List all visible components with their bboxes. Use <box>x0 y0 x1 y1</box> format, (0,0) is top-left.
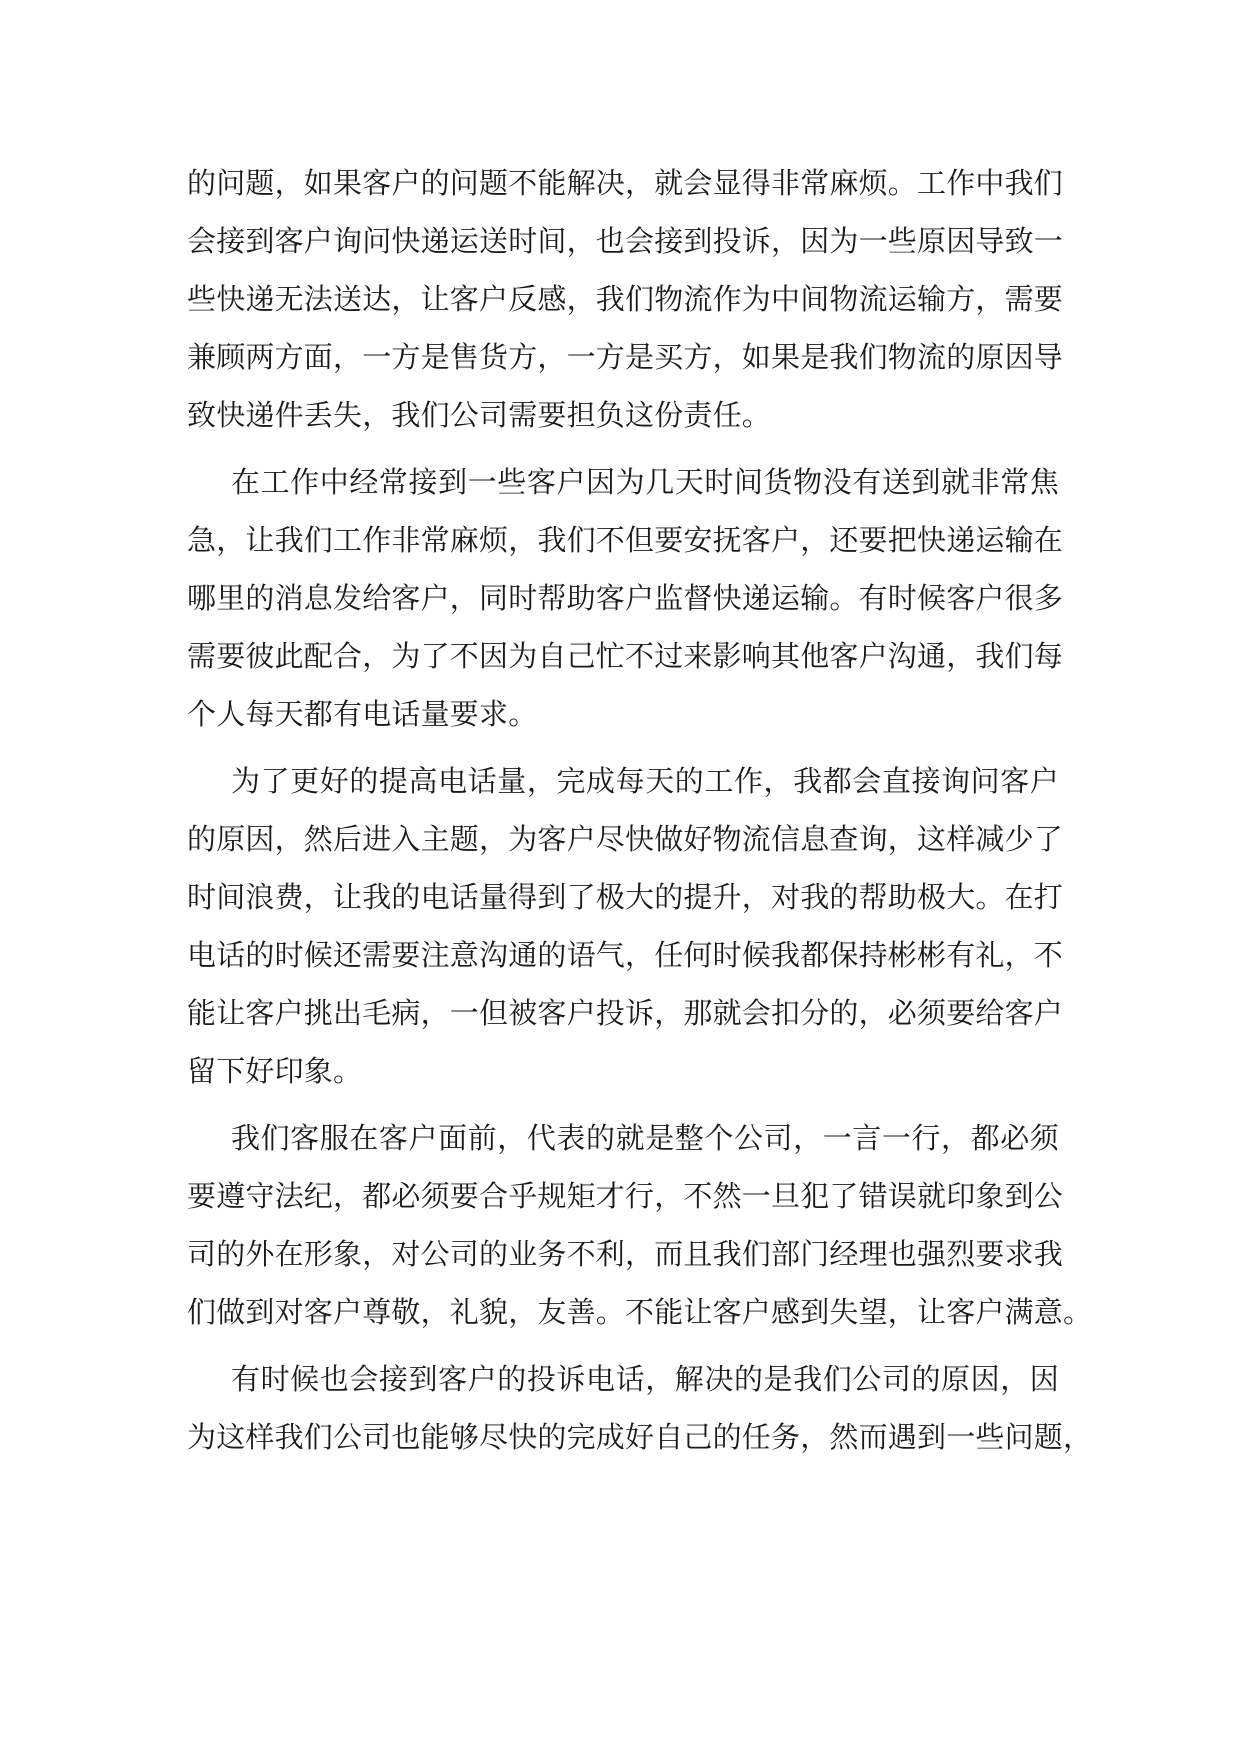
paragraph-2-line-2: 急，让我们工作非常麻烦，我们不但要安抚客户，还要把快递运输在 <box>187 523 1064 557</box>
paragraph-4-line-4: 们做到对客户尊敬，礼貌，友善。不能让客户感到失望，让客户满意。 <box>187 1295 1093 1329</box>
paragraph-3-line-3: 时间浪费，让我的电话量得到了极大的提升，对我的帮助极大。在打 <box>187 880 1064 914</box>
paragraph-3-line-2: 的原因，然后进入主题，为客户尽快做好物流信息查询，这样减少了 <box>187 822 1064 856</box>
paragraph-1-line-4: 兼顾两方面，一方是售货方，一方是买方，如果是我们物流的原因导 <box>187 340 1064 374</box>
paragraph-4-line-3: 司的外在形象，对公司的业务不利，而且我们部门经理也强烈要求我 <box>187 1237 1064 1271</box>
paragraph-4-line-1: 我们客服在客户面前，代表的就是整个公司，一言一行，都必须 <box>231 1121 1059 1155</box>
paragraph-4-line-2: 要遵守法纪，都必须要合乎规矩才行，不然一旦犯了错误就印象到公 <box>187 1179 1064 1213</box>
paragraph-1-line-5: 致快递件丢失，我们公司需要担负这份责任。 <box>187 398 772 432</box>
paragraph-3-line-6: 留下好印象。 <box>187 1054 363 1088</box>
paragraph-5-line-2: 为这样我们公司也能够尽快的完成好自己的任务，然而遇到一些问题， <box>187 1420 1093 1454</box>
paragraph-2-line-1: 在工作中经常接到一些客户因为几天时间货物没有送到就非常焦 <box>231 465 1059 499</box>
paragraph-3-line-1: 为了更好的提高电话量，完成每天的工作，我都会直接询问客户 <box>231 764 1059 798</box>
paragraph-1-line-3: 些快递无法送达，让客户反感，我们物流作为中间物流运输方，需要 <box>187 282 1064 316</box>
paragraph-1-line-1: 的问题，如果客户的问题不能解决，就会显得非常麻烦。工作中我们 <box>187 166 1064 200</box>
paragraph-3-line-4: 电话的时候还需要注意沟通的语气，任何时候我都保持彬彬有礼，不 <box>187 938 1064 972</box>
paragraph-1-line-2: 会接到客户询问快递运送时间，也会接到投诉，因为一些原因导致一 <box>187 224 1064 258</box>
paragraph-2-line-3: 哪里的消息发给客户，同时帮助客户监督快递运输。有时候客户很多 <box>187 581 1064 615</box>
paragraph-3-line-5: 能让客户挑出毛病，一但被客户投诉，那就会扣分的，必须要给客户 <box>187 996 1064 1030</box>
paragraph-5-line-1: 有时候也会接到客户的投诉电话，解决的是我们公司的原因，因 <box>231 1362 1059 1396</box>
paragraph-2-line-5: 个人每天都有电话量要求。 <box>187 697 538 731</box>
paragraph-2-line-4: 需要彼此配合，为了不因为自己忙不过来影响其他客户沟通，我们每 <box>187 639 1064 673</box>
